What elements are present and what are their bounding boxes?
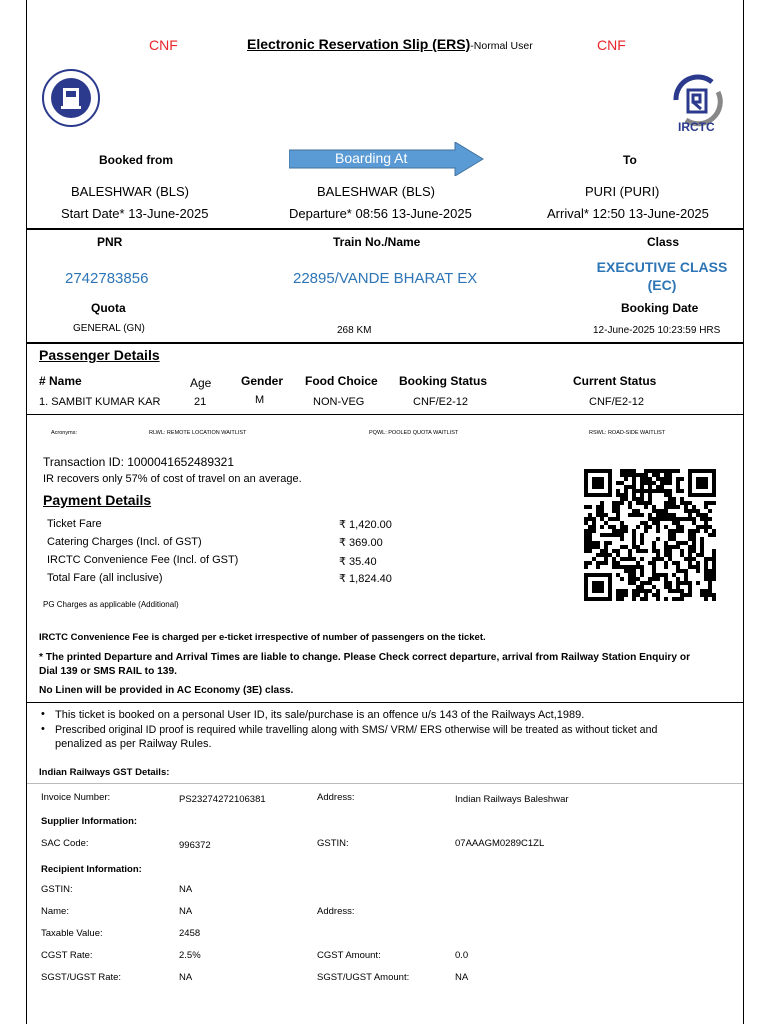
sgst-rate-value: NA <box>179 972 193 983</box>
recipient-address-label: Address: <box>317 906 355 917</box>
indian-railways-logo <box>41 68 101 128</box>
qr-code <box>583 468 717 604</box>
bullet-icon: • <box>41 708 45 720</box>
cgst-rate-label: CGST Rate: <box>41 950 93 961</box>
notice-convenience: IRCTC Convenience Fee is charged per e-ticket irrespective of number of passengers on the ticket. <box>39 632 486 643</box>
divider <box>27 702 743 703</box>
notice-times: * The printed Departure and Arrival Times are liable to change. Please Check correct departure, arrival from Railway Station Enquiry or <box>39 652 691 663</box>
sgst-amount-value: NA <box>455 972 469 983</box>
cgst-rate-value: 2.5% <box>179 950 201 961</box>
passenger-gender: M <box>255 394 265 406</box>
quota-label: Quota <box>91 301 126 315</box>
taxable-value: 2458 <box>179 928 201 939</box>
cgst-amount-value: 0.0 <box>455 950 469 961</box>
transaction-id: Transaction ID: 100004165248932​1 <box>43 455 235 469</box>
distance-value: 268 KM <box>337 325 372 336</box>
column-booking-status: Booking Status <box>399 374 488 388</box>
sgst-amount-label: SGST/UGST Amount: <box>317 972 410 983</box>
total-label: Total Fare (all inclusive) <box>47 572 163 584</box>
invoice-value: PS23274272106381 <box>179 794 266 805</box>
from-station: BALESHWAR (BLS) <box>71 184 189 199</box>
cgst-amount-label: CGST Amount: <box>317 950 381 961</box>
train-value: 22895/VANDE BHARAT EX <box>293 270 478 287</box>
to-station: PURI (PURI) <box>585 184 660 199</box>
acronym-rswl: RSWL: ROAD-SIDE WAITLIST <box>589 430 666 436</box>
passenger-food: NON-VEG <box>313 396 365 408</box>
catering-label: Catering Charges (Incl. of GST) <box>47 536 202 548</box>
gst-heading: Indian Railways GST Details: <box>39 767 170 778</box>
class-value: EXECUTIVE CLASS (EC) <box>596 259 728 293</box>
quota-value: GENERAL (GN) <box>73 323 145 334</box>
column-current-status: Current Status <box>573 374 657 388</box>
acronym-rlwl: RLWL: REMOTE LOCATION WAITLIST <box>149 430 247 436</box>
boarding-station: BALESHWAR (BLS) <box>317 184 435 199</box>
sac-label: SAC Code: <box>41 838 89 849</box>
payment-heading: Payment Details <box>43 492 152 508</box>
column-food: Food Choice <box>305 374 378 388</box>
recipient-name-label: Name: <box>41 906 69 917</box>
ers-ticket <box>26 0 744 1024</box>
recipient-heading: Recipient Information: <box>41 864 142 875</box>
passenger-current-status: CNF/E2-12 <box>589 396 645 408</box>
pnr-label: PNR <box>97 235 123 249</box>
address-label: Address: <box>317 792 355 803</box>
supplier-heading: Supplier Information: <box>41 816 138 827</box>
status-left: CNF <box>149 37 178 53</box>
class-label: Class <box>647 235 680 249</box>
rule-id-proof-cont: penalized as per Railway Rules. <box>55 738 212 750</box>
convenience-fee-label: IRCTC Convenience Fee (Incl. of GST) <box>47 554 239 566</box>
sgst-rate-label: SGST/UGST Rate: <box>41 972 122 983</box>
from-label: Booked from <box>99 153 174 167</box>
irctc-logo: IRCTC <box>662 62 732 138</box>
arrival-time: Arrival* 12:50 13-June-2025 <box>547 206 709 221</box>
pg-note: PG Charges as applicable (Additional) <box>43 600 179 609</box>
recipient-gstin-value: NA <box>179 884 193 895</box>
catering-amount: ₹ 369.00 <box>339 537 383 549</box>
acronym-pqwl: PQWL: POOLED QUOTA WAITLIST <box>369 430 459 436</box>
sac-value: 996372 <box>179 840 211 851</box>
column-name: # Name <box>39 374 82 388</box>
invoice-label: Invoice Number: <box>41 792 111 803</box>
supplier-gstin-value: 07AAAGM0289C1ZL <box>455 838 545 849</box>
taxable-label: Taxable Value: <box>41 928 103 939</box>
booking-date-label: Booking Date <box>621 301 699 315</box>
passenger-heading: Passenger Details <box>39 347 160 363</box>
status-right: CNF <box>597 37 626 53</box>
fare-label: Ticket Fare <box>47 518 102 530</box>
boarding-arrow: Boarding At <box>289 142 485 176</box>
recipient-name-value: NA <box>179 906 193 917</box>
departure-time: Departure* 08:56 13-June-2025 <box>289 206 472 221</box>
notice-linen: No Linen will be provided in AC Economy (3E) class. <box>39 685 294 696</box>
divider <box>27 228 743 230</box>
rule-user-id: This ticket is booked on a personal User ID, its sale/purchase is an offence u/s 143 of the Railways Act,1989. <box>55 709 585 721</box>
address-value: Indian Railways Baleshwar <box>455 794 569 805</box>
start-date: Start Date* 13-June-2025 <box>61 206 209 221</box>
rule-id-proof: Prescribed original ID proof is required while travelling along with SMS/ VRM/ ERS otherwise will be treated as without ticket and <box>55 724 658 736</box>
divider <box>27 414 743 415</box>
acronyms-label: Acronyms: <box>51 430 77 436</box>
divider <box>27 783 743 784</box>
train-label: Train No./Name <box>333 235 421 249</box>
booking-date-value: 12-June-2025 10:23:59 HRS <box>593 325 721 336</box>
cost-note: IR recovers only 57% of cost of travel on an average. <box>43 473 302 485</box>
total-amount: ₹ 1,824.40 <box>339 573 392 585</box>
page-title: Electronic Reservation Slip (ERS)-Normal User <box>247 36 533 52</box>
passenger-booking-status: CNF/E2-12 <box>413 396 469 408</box>
bullet-icon: • <box>41 723 45 735</box>
passenger-age: 21 <box>194 396 207 408</box>
to-label: To <box>623 153 637 167</box>
passenger-name: 1. SAMBIT KUMAR KAR <box>39 396 161 408</box>
recipient-gstin-label: GSTIN: <box>41 884 73 895</box>
fare-amount: ₹ 1,420.00 <box>339 519 392 531</box>
column-gender: Gender <box>241 374 284 388</box>
divider <box>27 342 743 344</box>
notice-times-cont: Dial 139 or SMS RAIL to 139. <box>39 666 177 677</box>
column-age: Age <box>190 376 212 390</box>
convenience-fee-amount: ₹ 35.40 <box>339 556 377 568</box>
pnr-value: 2742783856 <box>65 270 149 287</box>
supplier-gstin-label: GSTIN: <box>317 838 349 849</box>
